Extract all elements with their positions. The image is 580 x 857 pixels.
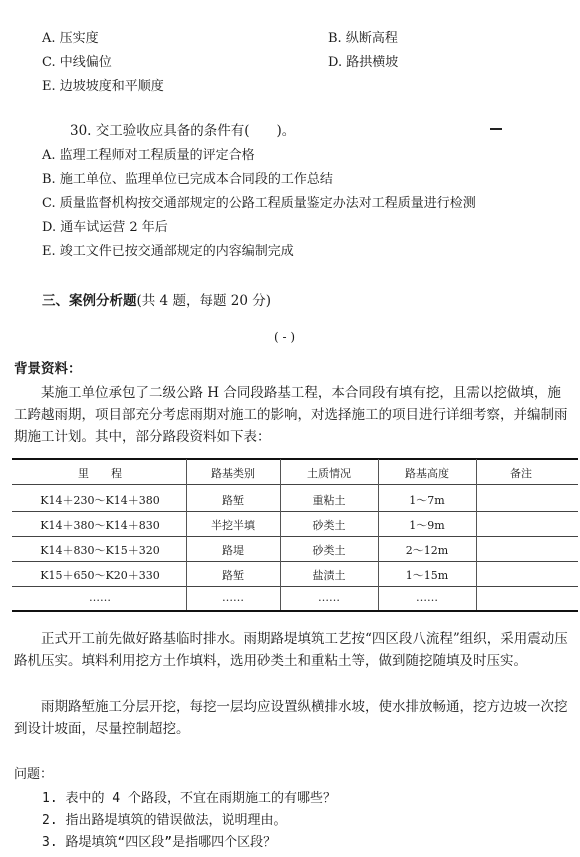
table-row-rule (12, 561, 578, 562)
table-header-cell: 备注 (510, 467, 532, 480)
table-row-rule (12, 586, 578, 587)
table-cell-mileage: K15＋650～K20＋330 (40, 569, 160, 582)
table-cell-type: 路堑 (222, 494, 244, 507)
questions-label: 问题： (14, 767, 54, 782)
option-c: C. 中线偏位 (42, 55, 112, 70)
table-cell-mileage: K14＋230～K14＋380 (40, 494, 160, 507)
table-column-divider (280, 459, 281, 610)
case-number: ( - ) (274, 330, 296, 344)
table-cell-soil: 砂类土 (312, 519, 346, 532)
table-top-rule (12, 458, 578, 460)
table-cell-soil: 重粘土 (312, 494, 346, 507)
pen-mark (490, 128, 502, 130)
table-header-cell: 路基类别 (211, 467, 255, 480)
question-30-option-b: B. 施工单位、监理单位已完成本合同段的工作总结 (42, 172, 333, 187)
question-item: 3. 路堤填筑“四区段”是指哪四个区段？ (42, 835, 277, 850)
table-cell-ellipsis: …… (318, 591, 340, 604)
question-item: 1. 表中的 4 个路段，不宜在雨期施工的有哪些？ (42, 791, 336, 806)
table-cell-soil: 砂类土 (312, 544, 346, 557)
table-column-divider (378, 459, 379, 610)
table-cell-height: 1～7m (409, 494, 445, 507)
table-header-cell: 里 程 (78, 467, 122, 480)
table-cell-type: 路堑 (222, 569, 244, 582)
table-cell-ellipsis: …… (222, 591, 244, 604)
option-a: A. 压实度 (42, 31, 99, 46)
table-cell-ellipsis: …… (89, 591, 111, 604)
table-header-cell: 土质情况 (307, 467, 351, 480)
table-cell-mileage: K14＋380～K14＋830 (40, 519, 160, 532)
background-para-2: 正式开工前先做好路基临时排水。雨期路堤填筑工艺按“四区段八流程”组织，采用震动压路机压实。填料利用挖方土作填料，选用砂类土和重粘土等，做到随挖随填及时压实。 (14, 631, 568, 669)
table-header-cell: 路基高度 (405, 467, 449, 480)
table-cell-ellipsis: …… (416, 591, 438, 604)
option-d: D. 路拱横坡 (328, 55, 399, 70)
option-e: E. 边坡坡度和平顺度 (42, 79, 164, 94)
section-subtitle: (共 4 题，每题 20 分) (136, 293, 271, 309)
option-b: B. 纵断高程 (328, 31, 398, 46)
table-header-rule (12, 484, 578, 485)
table-column-divider (476, 459, 477, 610)
question-item: 2. 指出路堤填筑的错误做法，说明理由。 (42, 813, 287, 828)
table-cell-soil: 盐渍土 (312, 569, 346, 582)
section-title: 三、案例分析题 (42, 293, 137, 309)
table-cell-type: 路堤 (222, 544, 244, 557)
table-cell-height: 2～12m (405, 544, 449, 557)
question-30-stem: 30. 交工验收应具备的条件有( )。 (70, 123, 296, 139)
background-label: 背景资料： (14, 361, 82, 377)
question-30-option-e: E. 竣工文件已按交通部规定的内容编制完成 (42, 244, 294, 259)
table-cell-type: 半挖半填 (211, 519, 255, 532)
table-cell-height: 1～9m (409, 519, 445, 532)
background-para-1: 某施工单位承包了二级公路 H 合同段路基工程，本合同段有填有挖，且需以挖做填，施工跨越雨期，项目部充分考虑雨期对施工的影响，对选择施工的项目进行详细考察，并编制雨期施工计划。其中，部分路段资料如下表： (14, 385, 568, 445)
background-para-3: 雨期路堑施工分层开挖，每挖一层均应设置纵横排水坡，使水排放畅通，挖方边坡一次挖到设计坡面，尽量控制超挖。 (14, 699, 568, 737)
table-cell-mileage: K14＋830～K15＋320 (40, 544, 160, 557)
table-bottom-rule (12, 610, 578, 612)
table-column-divider (186, 459, 187, 610)
section-heading (42, 292, 271, 310)
table-row-rule (12, 536, 578, 537)
question-30-option-c: C. 质量监督机构按交通部规定的公路工程质量鉴定办法对工程质量进行检测 (42, 196, 476, 211)
question-30-option-d: D. 通车试运营 2 年后 (42, 220, 168, 235)
table-cell-height: 1～15m (405, 569, 449, 582)
table-row-rule (12, 511, 578, 512)
question-30-option-a: A. 监理工程师对工程质量的评定合格 (42, 148, 255, 163)
